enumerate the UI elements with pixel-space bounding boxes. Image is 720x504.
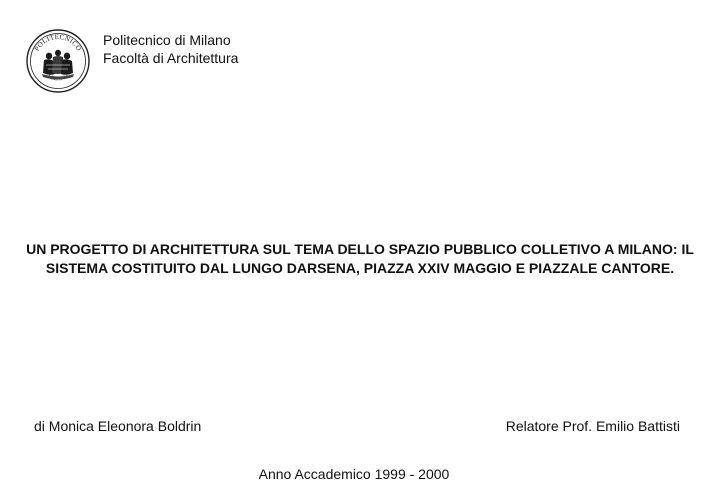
institution-header bbox=[103, 31, 238, 67]
university-seal-icon bbox=[26, 29, 90, 93]
seal-graphic bbox=[26, 29, 90, 93]
academic-year: Anno Accademico 1999 - 2000 bbox=[258, 466, 450, 482]
faculty-name: Facoltà di Architettura bbox=[103, 50, 239, 66]
seal-top-text: POLITECNICO bbox=[32, 32, 84, 53]
thesis-title: UN PROGETTO DI ARCHITETTURA SUL TEMA DELLO SPAZIO PUBBLICO COLLETIVO A MILANO: IL SISTEMA COSTITUITO DAL LUNGO DARSENA, PIAZZA XXIV MAGGIO E PIAZZALE CANTORE. bbox=[26, 241, 694, 276]
institution-name: Politecnico di Milano bbox=[103, 32, 231, 48]
author-line: di Monica Eleonora Boldrin bbox=[34, 418, 202, 434]
advisor-line: Relatore Prof. Emilio Battisti bbox=[505, 418, 680, 434]
